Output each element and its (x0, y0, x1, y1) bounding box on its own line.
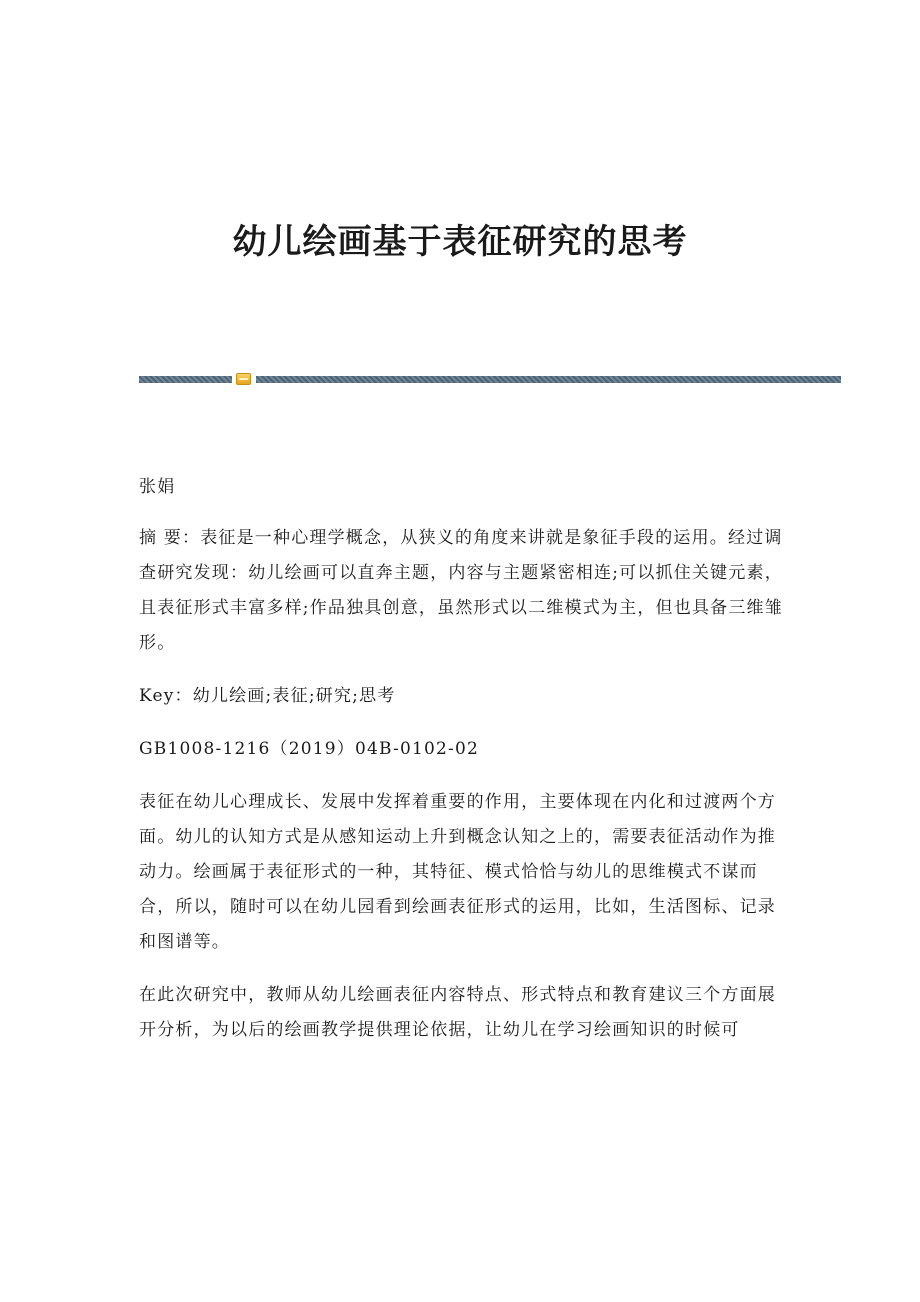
author-name: 张娟 (139, 477, 176, 497)
title-divider (139, 373, 841, 387)
page-title: 幼儿绘画基于表征研究的思考 (232, 222, 688, 262)
body-paragraph: 表征在幼儿心理成长、发展中发挥着重要的作用，主要体现在内化和过渡两个方面。幼儿的认知方式是从感知运动上升到概念认知之上的，需要表征活动作为推动力。绘画属于表征形式的一种，其特征、模式恰恰与幼儿的思维模式不谋而合，所以，随时可以在幼儿园看到绘画表征形式的运用，比如，生活图标、记录和图谱等。 (139, 792, 776, 952)
body-paragraph: 在此次研究中，教师从幼儿绘画表征内容特点、形式特点和教育建议三个方面展开分析，为以后的绘画教学提供理论依据，让幼儿在学习绘画知识的时候可 (139, 985, 776, 1040)
divider-ornament-icon (236, 373, 251, 385)
divider-bar-right (256, 376, 841, 383)
keywords: Key：幼儿绘画;表征;研究;思考 (139, 686, 396, 706)
divider-bar-left (139, 376, 232, 383)
article-body (139, 470, 784, 1066)
abstract: 摘 要：表征是一种心理学概念，从狭义的角度来讲就是象征手段的运用。经过调查研究发现：幼儿绘画可以直奔主题，内容与主题紧密相连;可以抓住关键元素，且表征形式丰富多样;作品独具创意，虽然形式以二维模式为主，但也具备三维雏形。 (139, 528, 783, 653)
classification-code: GB1008-1216（2019）04B-0102-02 (139, 739, 480, 759)
